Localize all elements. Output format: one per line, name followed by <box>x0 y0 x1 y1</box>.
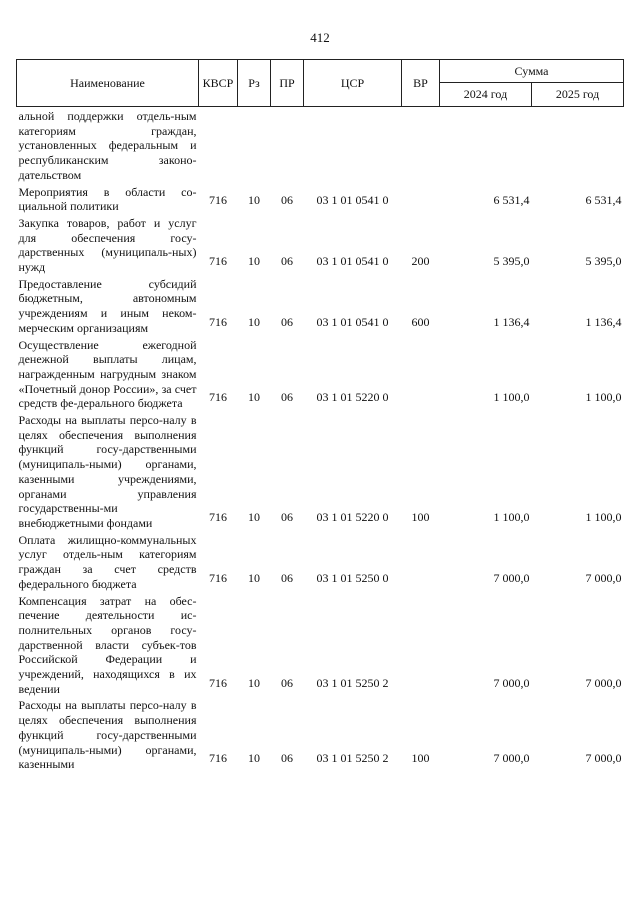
header-year-2024: 2024 год <box>440 83 532 107</box>
header-csr: ЦСР <box>304 60 402 107</box>
row-kvsr: 716 <box>209 314 227 329</box>
table-row <box>17 531 624 592</box>
page-number: 412 <box>310 30 330 45</box>
row-csr: 03 1 01 5250 2 <box>316 751 389 766</box>
row-pr: 06 <box>281 193 293 208</box>
row-sum-2024: 7 000,0 <box>493 751 530 766</box>
row-rz: 10 <box>248 509 260 524</box>
row-sum-2025: 1 136,4 <box>585 314 622 329</box>
row-csr: 03 1 01 0541 0 <box>316 314 389 329</box>
row-name: Осуществление ежегодной денежной выплаты лицам, награжденным нагрудным знаком «Почетный донор России», за счет средств фе-дерального бюджета <box>18 337 197 411</box>
row-name: Оплата жилищно-коммунальных услуг отдель-ным категориям граждан за счет средств федерального бюджета <box>18 532 197 591</box>
row-kvsr: 716 <box>209 254 227 269</box>
row-pr: 06 <box>281 314 293 329</box>
row-rz <box>238 107 271 183</box>
header-pr: ПР <box>271 60 304 107</box>
row-kvsr: 716 <box>209 390 227 405</box>
table-row <box>17 214 624 275</box>
row-csr: 03 1 01 5220 0 <box>316 509 389 524</box>
header-year-2025: 2025 год <box>532 83 624 107</box>
row-csr: 03 1 01 0541 0 <box>316 254 389 269</box>
row-kvsr: 716 <box>209 675 227 690</box>
row-vr <box>402 183 440 214</box>
row-rz: 10 <box>248 751 260 766</box>
row-name: альной поддержки отдель-ным категориям граждан, установленных федеральным и республиканским законо-дательством <box>18 109 197 182</box>
row-pr: 06 <box>281 675 293 690</box>
row-pr: 06 <box>281 570 293 585</box>
table-row <box>17 107 624 183</box>
row-sum-2024: 1 100,0 <box>493 390 530 405</box>
row-kvsr: 716 <box>209 751 227 766</box>
row-pr: 06 <box>281 509 293 524</box>
row-name: Закупка товаров, работ и услуг для обеспечения госу-дарственных (муниципаль-ных) нужд <box>18 215 197 275</box>
row-csr: 03 1 01 5250 2 <box>316 675 389 690</box>
row-kvsr: 716 <box>209 570 227 585</box>
row-vr <box>402 531 440 592</box>
row-vr: 100 <box>411 751 430 766</box>
row-sum-2025: 1 100,0 <box>585 509 622 524</box>
row-pr <box>271 107 304 183</box>
table-row <box>17 183 624 214</box>
row-sum-2025: 6 531,4 <box>585 193 622 208</box>
row-csr <box>304 107 402 183</box>
row-sum-2024: 7 000,0 <box>493 675 530 690</box>
row-pr: 06 <box>281 390 293 405</box>
row-rz: 10 <box>248 193 260 208</box>
row-name: Компенсация затрат на обес-печение деятельности ис-полнительных органов госу-дарственной власти субъек-тов Российской Федерации и учреждений, находящихся в их ведении <box>18 593 197 696</box>
row-rz: 10 <box>248 675 260 690</box>
row-sum-2024: 5 395,0 <box>493 254 530 269</box>
row-vr <box>402 107 440 183</box>
header-rz: Рз <box>238 60 271 107</box>
row-csr: 03 1 01 5220 0 <box>316 390 389 405</box>
header-sum: Сумма <box>440 60 624 83</box>
row-csr: 03 1 01 0541 0 <box>316 193 389 208</box>
header-kvsr: КВСР <box>199 60 238 107</box>
row-csr: 03 1 01 5250 0 <box>316 570 389 585</box>
row-name: Расходы на выплаты персо-налу в целях обеспечения выполнения функций госу-дарственными (муниципаль-ными) органами, казенными учреждениями, органами управления государственны-ми внебюджетными фондами <box>18 413 197 530</box>
row-sum-2024: 1 136,4 <box>493 314 530 329</box>
row-sum-2025: 5 395,0 <box>585 254 622 269</box>
table-body <box>17 107 624 772</box>
row-name: Предоставление субсидий бюджетным, автономным учреждениям и иным неком-мерческим организациям <box>18 276 197 335</box>
table-row <box>17 336 624 412</box>
table-row <box>17 275 624 336</box>
table-header <box>17 60 624 107</box>
row-vr <box>402 592 440 697</box>
budget-table <box>16 59 624 772</box>
row-sum-2024 <box>440 107 532 183</box>
row-kvsr: 716 <box>209 509 227 524</box>
row-pr: 06 <box>281 254 293 269</box>
row-vr: 200 <box>411 254 430 269</box>
row-rz: 10 <box>248 314 260 329</box>
row-vr: 600 <box>411 314 430 329</box>
row-rz: 10 <box>248 390 260 405</box>
row-sum-2025: 1 100,0 <box>585 390 622 405</box>
row-vr: 100 <box>411 509 430 524</box>
table-row <box>17 592 624 697</box>
row-name: Мероприятия в области со-циальной политики <box>18 184 197 214</box>
row-sum-2025: 7 000,0 <box>585 751 622 766</box>
row-sum-2025: 7 000,0 <box>585 570 622 585</box>
header-vr: ВР <box>402 60 440 107</box>
header-name: Наименование <box>17 60 199 107</box>
row-sum-2025: 7 000,0 <box>585 675 622 690</box>
row-rz: 10 <box>248 570 260 585</box>
row-pr: 06 <box>281 751 293 766</box>
row-name: Расходы на выплаты персо-налу в целях обеспечения выполнения функций госу-дарственными (муниципаль-ными) органами, казенными <box>18 698 197 772</box>
row-rz: 10 <box>248 254 260 269</box>
row-sum-2025 <box>532 107 624 183</box>
row-kvsr: 716 <box>209 193 227 208</box>
table-row <box>17 411 624 531</box>
row-sum-2024: 7 000,0 <box>493 570 530 585</box>
row-vr <box>402 336 440 412</box>
row-kvsr <box>199 107 238 183</box>
row-sum-2024: 6 531,4 <box>493 193 530 208</box>
table-row <box>17 696 624 772</box>
row-sum-2024: 1 100,0 <box>493 509 530 524</box>
